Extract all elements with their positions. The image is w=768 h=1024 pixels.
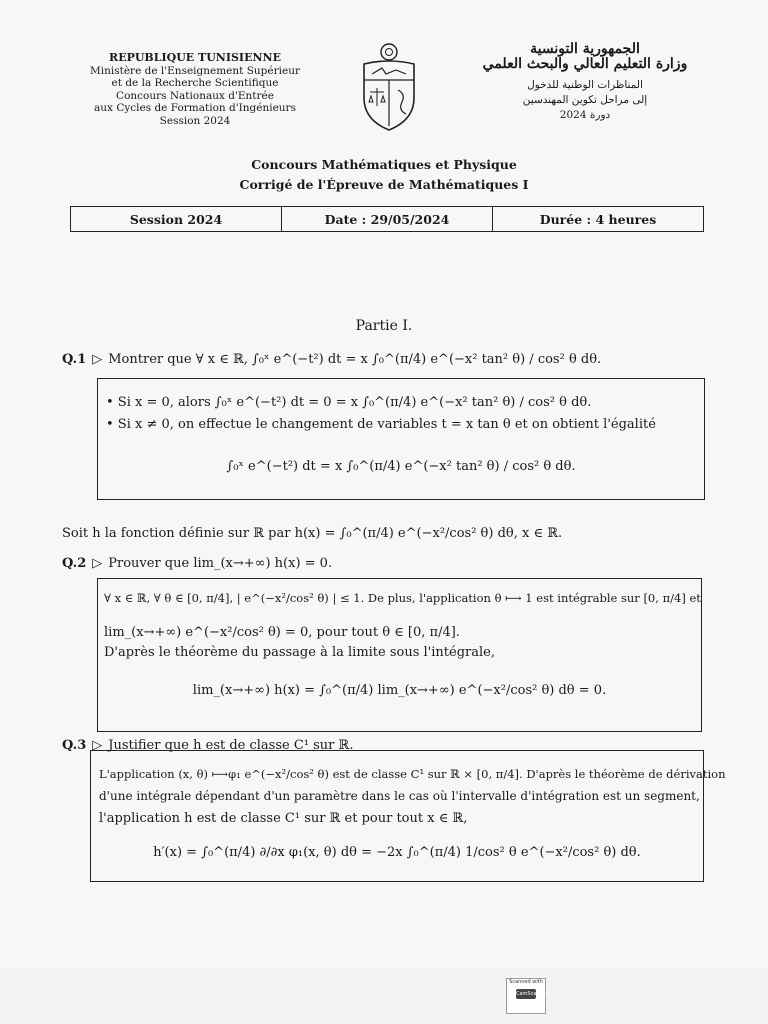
- ministry-label: Ministère de l'Enseignement Supérieur: [90, 64, 300, 77]
- exam-title: Concours Mathématiques et Physique: [251, 157, 517, 172]
- q3-answer-box: [90, 750, 726, 882]
- q2-label: Q.2: [62, 556, 87, 571]
- h-definition: Soit h la fonction définie sur ℝ par h(x) = ∫₀^(π/4) e^(−x²/cos² θ) dθ, x ∈ ℝ.: [62, 526, 563, 541]
- info-duree: Durée : 4 heures: [492, 207, 703, 231]
- q1-statement: [62, 352, 601, 367]
- scanner-badge: [506, 978, 546, 1014]
- q2-answer-box: [97, 578, 702, 732]
- camscanner-logo-icon: CamScanner: [516, 991, 548, 997]
- tunisia-emblem-icon: [354, 40, 424, 132]
- q2-line4: lim_(x→+∞) h(x) = ∫₀^(π/4) lim_(x→+∞) e^(−x²/cos² θ) dθ = 0.: [192, 683, 607, 698]
- exam-subtitle: Corrigé de l'Épreuve de Mathématiques I: [239, 177, 529, 192]
- q2-line3: D'après le théorème du passage à la limite sous l'intégrale,: [104, 645, 495, 660]
- session-label-ar: دورة 2024: [559, 109, 611, 121]
- q3-line3: l'application h est de classe C¹ sur ℝ et pour tout x ∈ ℝ,: [99, 811, 468, 826]
- q1-text: Montrer que ∀ x ∈ ℝ, ∫₀ˣ e^(−t²) dt = x ∫₀^(π/4) e^(−x² tan² θ) / cos² θ dθ.: [108, 352, 602, 367]
- triangle-right-icon: ▷: [92, 352, 103, 367]
- triangle-right-icon: ▷: [92, 556, 103, 571]
- q3-line4: h′(x) = ∫₀^(π/4) ∂/∂x φ₁(x, θ) dθ = −2x ∫₀^(π/4) 1/cos² θ e^(−x²/cos² θ) dθ.: [153, 845, 641, 860]
- republic-label-ar: الجمهورية التونسية: [530, 41, 640, 57]
- q1-label: Q.1: [62, 352, 87, 367]
- ministry-label-ar: وزارة التعليم العالي والبحث العلمي: [482, 56, 688, 72]
- q1-answer-box: [97, 378, 705, 500]
- concours-label: Concours Nationaux d'Entrée: [116, 89, 274, 102]
- q3-label: Q.3: [62, 738, 87, 753]
- partie-heading: Partie I.: [355, 318, 413, 334]
- session-label: Session 2024: [159, 114, 231, 127]
- q2-text: Prouver que lim_(x→+∞) h(x) = 0.: [108, 556, 333, 571]
- q1-line2: • Si x ≠ 0, on effectue le changement de variables t = x tan θ et on obtient l'égalité: [106, 417, 656, 432]
- info-date: Date : 29/05/2024: [281, 207, 492, 231]
- cycles-label: aux Cycles de Formation d'Ingénieurs: [94, 102, 296, 114]
- scanner-text: Scanned with: [509, 979, 543, 985]
- q2-line2: lim_(x→+∞) e^(−x²/cos² θ) = 0, pour tout θ ∈ [0, π/4].: [104, 625, 460, 640]
- q3-line1: L'application (x, θ) ⟼φ₁ e^(−x²/cos² θ) est de classe C¹ sur ℝ × [0, π/4]. D'après le théorème de dérivation: [99, 767, 726, 781]
- q2-statement: [62, 556, 332, 571]
- q2-line1: ∀ x ∈ ℝ, ∀ θ ∈ [0, π/4], | e^(−x²/cos² θ) | ≤ 1. De plus, l'application θ ⟼ 1 est intégrable sur [0, π/4] et: [104, 591, 701, 605]
- q1-line3: ∫₀ˣ e^(−t²) dt = x ∫₀^(π/4) e^(−x² tan² θ) / cos² θ dθ.: [226, 459, 576, 474]
- republic-label: REPUBLIQUE TUNISIENNE: [109, 51, 281, 64]
- header-right: [470, 42, 700, 123]
- header-left: [70, 52, 320, 127]
- cycles-label-ar: إلى مراحل تكوين المهندسين: [522, 94, 648, 106]
- concours-label-ar: المناظرات الوطنية للدخول: [527, 79, 643, 91]
- info-session: Session 2024: [129, 211, 223, 227]
- info-bar: [70, 206, 704, 232]
- ministry-label-2: et de la Recherche Scientifique: [111, 77, 279, 89]
- q3-line2: d'une intégrale dépendant d'un paramètre dans le cas où l'intervalle d'intégration est un segment,: [99, 789, 700, 803]
- triangle-right-icon: ▷: [92, 738, 103, 753]
- q3-text: Justifier que h est de classe C¹ sur ℝ.: [108, 738, 354, 753]
- q1-line1: • Si x = 0, alors ∫₀ˣ e^(−t²) dt = 0 = x ∫₀^(π/4) e^(−x² tan² θ) / cos² θ dθ.: [106, 395, 592, 410]
